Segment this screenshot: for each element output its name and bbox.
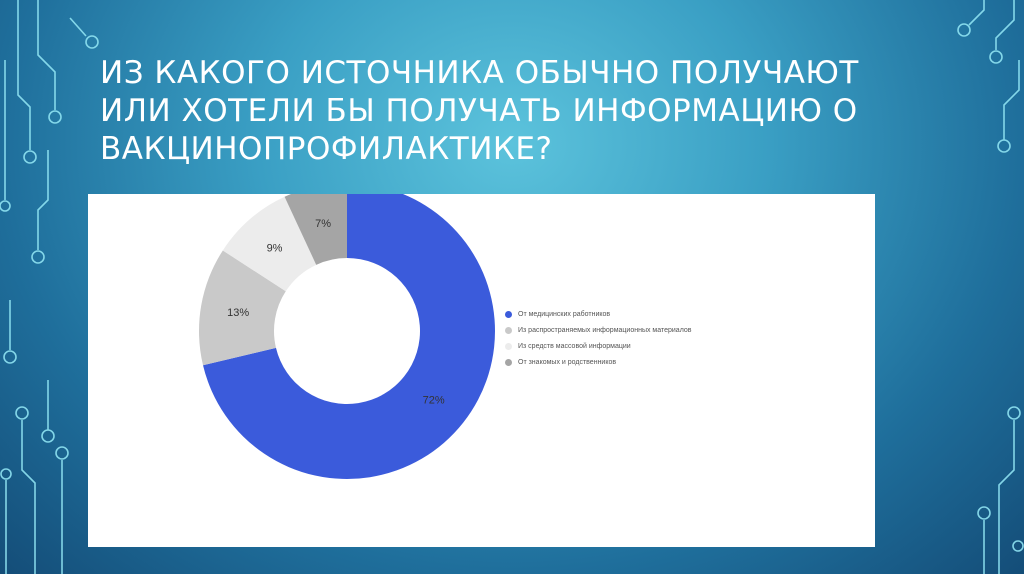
legend-swatch (505, 327, 512, 334)
legend-item (505, 322, 691, 338)
slice-label-4: 7% (315, 218, 332, 231)
slice-label-1: 72% (422, 394, 445, 407)
legend-swatch (505, 343, 512, 350)
circuit-decoration-left (0, 0, 100, 574)
legend-label: От знакомых и родственников (518, 358, 617, 366)
slice-label-3: 9% (266, 242, 283, 255)
legend-label: Из распространяемых информационных материалов (518, 326, 692, 334)
legend-swatch (505, 359, 512, 366)
legend-item (505, 306, 691, 322)
circuit-decoration-right (944, 0, 1024, 574)
slide-title: ИЗ КАКОГО ИСТОЧНИКА ОБЫЧНО ПОЛУЧАЮТ ИЛИ ХОТЕЛИ БЫ ПОЛУЧАТЬ ИНФОРМАЦИЮ О ВАКЦИНОПРОФИЛАКТИКЕ? (100, 55, 859, 167)
legend-label: От медицинских работников (518, 310, 611, 318)
legend-item (505, 354, 691, 370)
legend-swatch (505, 311, 512, 318)
donut-chart (88, 194, 875, 547)
legend-label: Из средств массовой информации (518, 342, 631, 350)
legend-item (505, 338, 691, 354)
chart-legend (505, 306, 691, 370)
slice-label-2: 13% (227, 307, 250, 320)
chart-panel (88, 194, 875, 547)
